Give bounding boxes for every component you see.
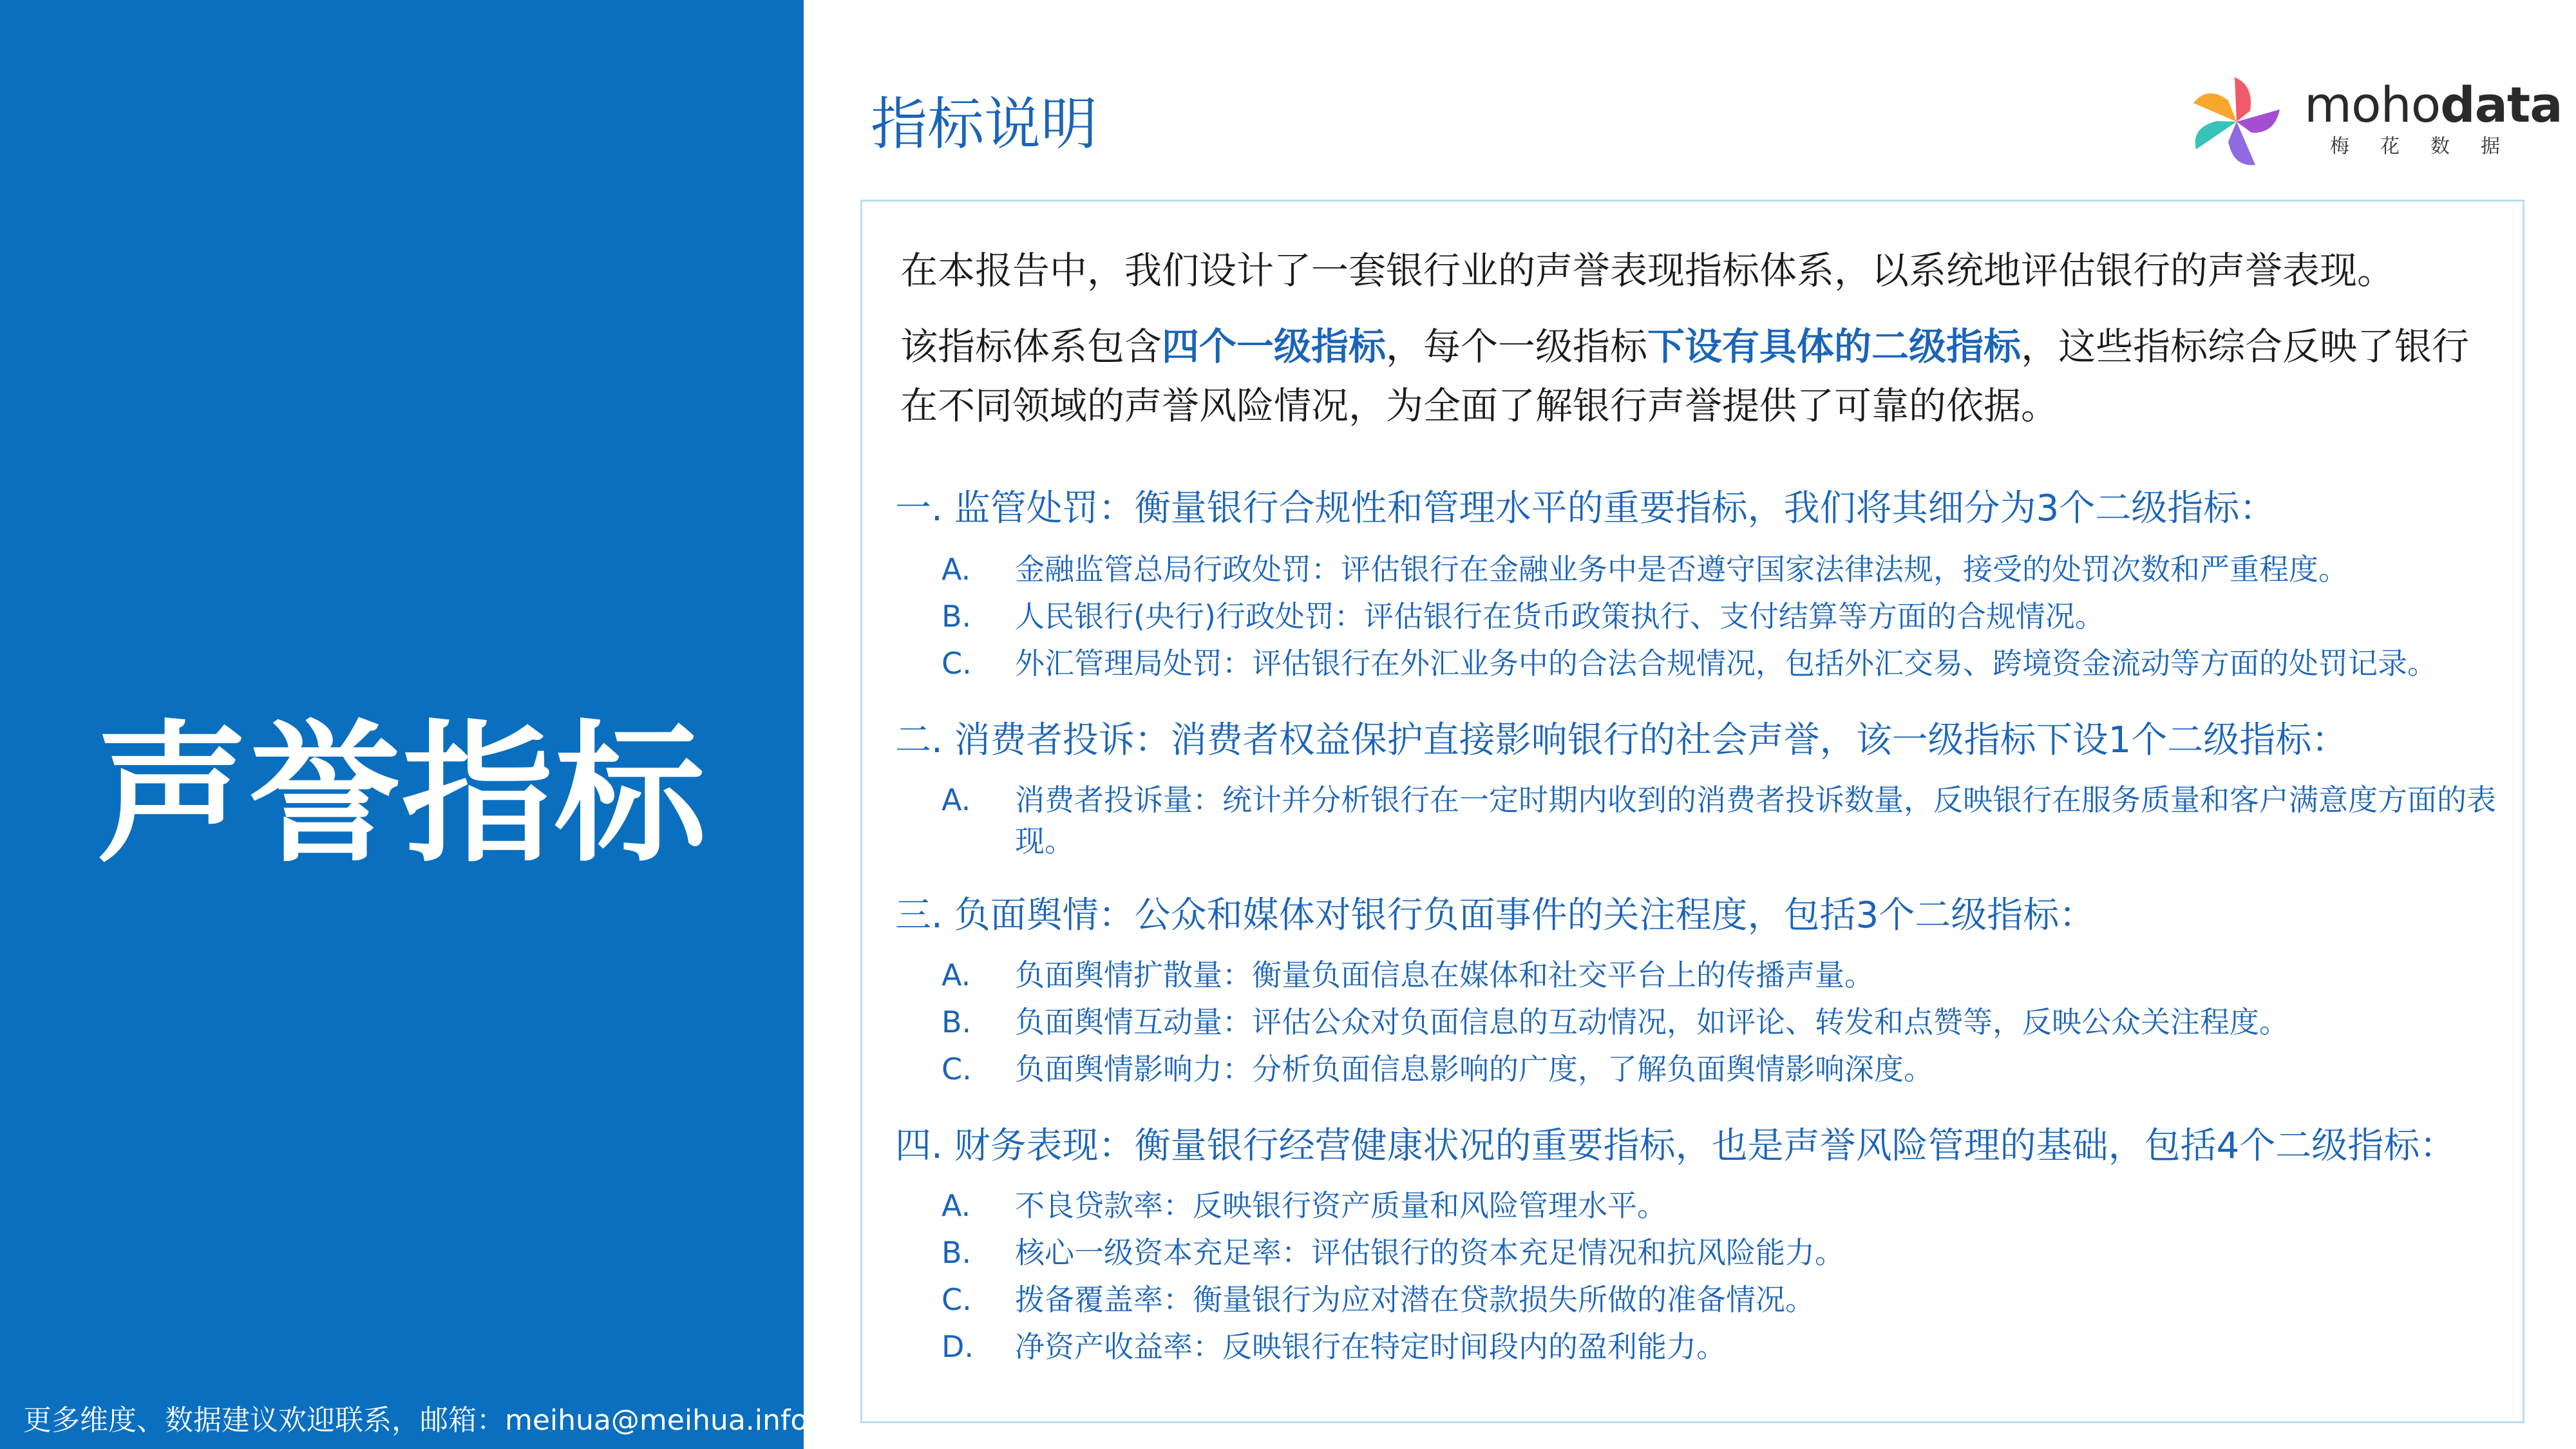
list-item: D. 净资产收益率：反映银行在特定时间段内的盈利能力。 xyxy=(942,1329,1726,1364)
list-item: A. 金融监管总局行政处罚：评估银行在金融业务中是否遵守国家法律法规，接受的处罚次数和严重程度。 xyxy=(942,552,2348,587)
pinwheel-logo-icon xyxy=(2188,73,2285,170)
highlight-four-indicators: 四个一级指标 xyxy=(1162,325,1387,368)
slide-title: 声誉指标 xyxy=(97,707,707,883)
intro-paragraph-2: 该指标体系包含四个一级指标，每个一级指标下设有具体的二级指标，这些指标综合反映了银行在不同领域的声誉风险情况，为全面了解银行声誉提供了可靠的依据。 xyxy=(900,325,2470,428)
contact-footer: 更多维度、数据建议欢迎联系，邮箱：meihua@meihua.info xyxy=(23,1404,808,1437)
list-item: C. 负面舆情影响力：分析负面信息影响的广度，了解负面舆情影响深度。 xyxy=(942,1052,1933,1086)
intro-paragraph-1: 在本报告中，我们设计了一套银行业的声誉表现指标体系，以系统地评估银行的声誉表现。 xyxy=(900,249,2395,292)
list-item: C. 外汇管理局处罚：评估银行在外汇业务中的合法合规情况，包括外汇交易、跨境资金流动等方面的处罚记录。 xyxy=(942,646,2437,681)
section-heading-3: 三. 负面舆情：公众和媒体对银行负面事件的关注程度，包括3个二级指标： xyxy=(895,895,2096,936)
section-heading-2: 二. 消费者投诉：消费者权益保护直接影响银行的社会声誉，该一级指标下设1个二级指标： xyxy=(895,719,2348,761)
list-item: A. 消费者投诉量：统计并分析银行在一定时期内收到的消费者投诉数量，反映银行在服务质量和客户满意度方面的表现。 xyxy=(942,782,2496,858)
list-item: B. 核心一级资本充足率：评估银行的资本充足情况和抗风险能力。 xyxy=(942,1235,1844,1270)
list-item: B. 人民银行(央行)行政处罚：评估银行在货币政策执行、支付结算等方面的合规情况。 xyxy=(942,599,2105,634)
mohodata-logo xyxy=(2188,70,2562,166)
logo-chinese-name: 梅花数据 xyxy=(2330,135,2531,158)
list-item: A. 负面舆情扩散量：衡量负面信息在媒体和社交平台上的传播声量。 xyxy=(942,958,1874,992)
section-heading-4: 四. 财务表现：衡量银行经营健康状况的重要指标，也是声誉风险管理的基础，包括4个二级指标： xyxy=(895,1125,2456,1167)
list-item: A. 不良贷款率：反映银行资产质量和风险管理水平。 xyxy=(942,1188,1667,1223)
section-heading-1: 一. 监管处罚：衡量银行合规性和管理水平的重要指标，我们将其细分为3个二级指标： xyxy=(895,488,2276,529)
list-item: C. 拨备覆盖率：衡量银行为应对潜在贷款损失所做的准备情况。 xyxy=(942,1282,1815,1317)
highlight-sub-indicators: 下设有具体的二级指标 xyxy=(1647,325,2022,368)
logo-wordmark: mohodata xyxy=(2304,76,2562,133)
page-title: 指标说明 xyxy=(871,91,1098,157)
list-item: B. 负面舆情互动量：评估公众对负面信息的互动情况，如评论、转发和点赞等，反映公众关注程度。 xyxy=(942,1005,2289,1039)
